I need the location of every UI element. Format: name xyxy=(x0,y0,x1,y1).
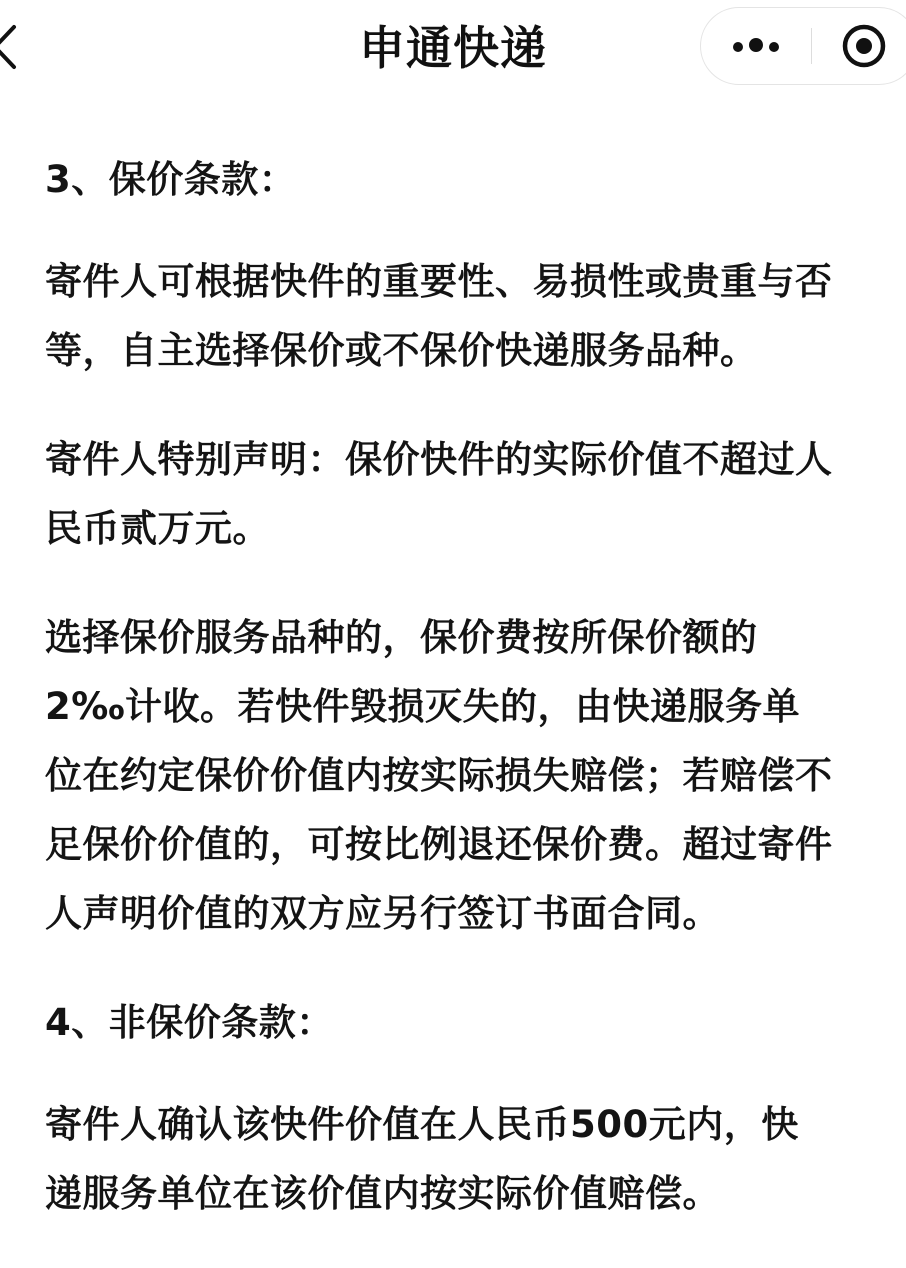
more-dots-icon xyxy=(730,37,782,56)
section-3-title: 3、保价条款： xyxy=(45,158,297,201)
navigation-bar xyxy=(0,0,906,100)
section-3-paragraph-2: 寄件人特别声明：保价快件的实际价值不超过人民币贰万元。 xyxy=(45,438,833,550)
capsule-divider xyxy=(811,28,812,64)
article-content xyxy=(45,145,835,1268)
section-3-paragraph-1: 寄件人可根据快件的重要性、易损性或贵重与否等，自主选择保价或不保价快递服务品种。 xyxy=(45,260,833,372)
target-close-icon xyxy=(841,23,887,69)
section-4-paragraph-1: 寄件人确认该快件价值在人民币500元内，快递服务单位在该价值内按实际价值赔偿。 xyxy=(45,1103,799,1215)
section-3-paragraph-3: 选择保价服务品种的，保价费按所保价额的2‰计收。若快件毁损灭失的，由快递服务单位在约定保价价值内按实际损失赔偿；若赔偿不足保价价值的，可按比例退还保价费。超过寄件人声明价值的双方应另行签订书面合同。 xyxy=(45,616,833,935)
mini-program-capsule xyxy=(700,7,906,85)
page-title: 申通快递 xyxy=(359,21,547,75)
section-4-title: 4、非保价条款： xyxy=(45,1001,334,1044)
more-button[interactable] xyxy=(701,8,811,84)
close-button[interactable] xyxy=(841,23,887,69)
